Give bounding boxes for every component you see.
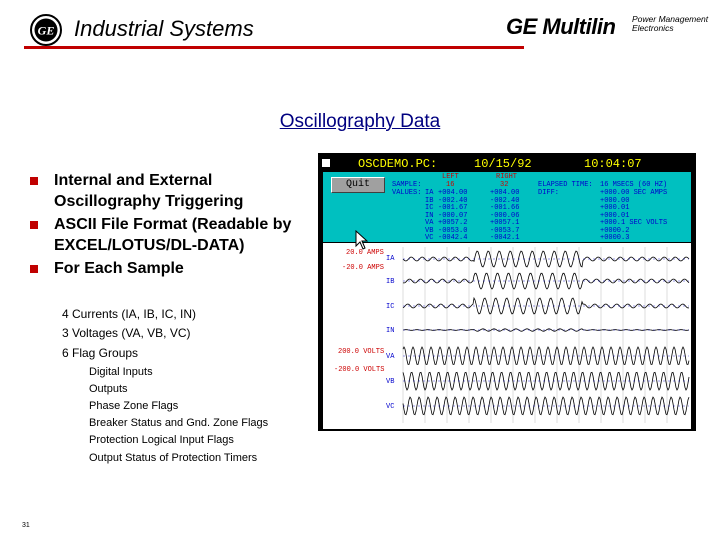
diff-value: +000.01 xyxy=(600,204,630,212)
bullet-text: Internal and External Oscillography Triggering xyxy=(54,172,244,210)
slide-title: Oscillography Data xyxy=(279,111,441,132)
right-value: -002.40 xyxy=(490,196,520,205)
left-value: -001.67 xyxy=(438,204,468,212)
diff-value: +0000.2 xyxy=(600,226,630,235)
flag-group-item: Output Status of Protection Timers xyxy=(89,452,258,464)
brand-subtitle xyxy=(632,15,708,33)
svg-text:GE: GE xyxy=(37,23,55,38)
right-cursor-header: RIGHT xyxy=(496,173,518,181)
channel-label-ic: IC xyxy=(386,303,395,311)
brand-name: GE Multilin xyxy=(506,14,616,39)
values-label: VALUES: xyxy=(392,189,422,197)
sub-item: 4 Currents (IA, IB, IC, IN) xyxy=(62,307,197,321)
diff-value: +000.01 xyxy=(600,211,630,220)
diff-value: +000.00 xyxy=(600,196,630,205)
right-value: +004.00 xyxy=(490,189,520,197)
brand-sub-line1: Power Management xyxy=(632,14,709,24)
left-value: -0053.0 xyxy=(438,226,468,235)
screen-date: 10/15/92 xyxy=(474,157,532,171)
waveform-vc xyxy=(403,397,689,415)
left-value: +0057.2 xyxy=(438,219,468,227)
channel-name: VA xyxy=(425,219,434,227)
bullet-square-icon xyxy=(30,265,38,273)
bullet-list xyxy=(26,170,316,281)
diff-value: +000.1 SEC VOLTS xyxy=(600,219,668,227)
channel-label-in: IN xyxy=(386,327,395,335)
channel-label-vc: VC xyxy=(386,403,395,411)
left-value: -000.07 xyxy=(438,211,468,220)
channel-label-ia: IA xyxy=(386,255,395,263)
screen-title-bar xyxy=(322,157,692,171)
waveform-ic xyxy=(403,298,689,314)
waveform-vb xyxy=(403,372,689,390)
bullet-item xyxy=(26,170,316,212)
right-sample-value: 32 xyxy=(500,181,509,189)
waveform-in xyxy=(403,329,689,331)
quit-button[interactable] xyxy=(331,177,385,193)
amps-min-label: -20.0 AMPS xyxy=(342,264,385,272)
screen-time: 10:04:07 xyxy=(584,157,642,171)
channel-name: VC xyxy=(425,234,434,242)
channel-name: IC xyxy=(425,204,434,212)
amps-max-label: 20.0 AMPS xyxy=(346,249,384,257)
elapsed-label: ELAPSED TIME: xyxy=(538,181,593,189)
volts-max-label: 200.0 VOLTS xyxy=(338,348,385,356)
left-sample-value: 16 xyxy=(446,181,455,189)
header-title: Industrial Systems xyxy=(74,16,254,41)
diff-value: +0000.3 xyxy=(600,234,630,242)
window-menu-icon[interactable] xyxy=(322,159,330,167)
bullet-square-icon xyxy=(30,177,38,185)
flag-group-item: Protection Logical Input Flags xyxy=(89,434,234,446)
bullet-text: For Each Sample xyxy=(54,260,184,277)
flag-group-item: Phase Zone Flags xyxy=(89,400,179,412)
flag-group-item: Digital Inputs xyxy=(89,366,153,378)
brand-sub-line2: Electronics xyxy=(632,23,674,33)
diff-label: DIFF: xyxy=(538,189,560,197)
flag-group-item: Outputs xyxy=(89,383,128,395)
channel-label-vb: VB xyxy=(386,378,395,386)
bullet-square-icon xyxy=(30,221,38,229)
right-value: +0057.1 xyxy=(490,219,520,227)
channel-name: IA xyxy=(425,189,434,197)
waveform-va xyxy=(403,347,689,365)
bullet-text: ASCII File Format (Readable by EXCEL/LOTUS/DL-DATA) xyxy=(54,216,292,254)
mouse-cursor-icon xyxy=(355,230,369,250)
diff-value: +000.00 SEC AMPS xyxy=(600,189,668,197)
sample-label: SAMPLE: xyxy=(392,181,422,189)
left-value: -002.40 xyxy=(438,196,468,205)
ge-logo-icon xyxy=(30,14,62,46)
bullet-item xyxy=(26,214,316,256)
channel-name: IN xyxy=(425,211,434,220)
quit-label: Quit xyxy=(345,179,370,190)
channel-name: VB xyxy=(425,226,434,235)
right-value: -000.06 xyxy=(490,211,520,220)
waveform-ia xyxy=(403,251,689,267)
channel-name: IB xyxy=(425,196,434,205)
page-number: 31 xyxy=(22,522,30,529)
left-value: -0042.4 xyxy=(438,234,468,242)
left-cursor-header: LEFT xyxy=(442,173,459,181)
sub-item: 3 Voltages (VA, VB, VC) xyxy=(62,326,191,340)
right-value: -0042.1 xyxy=(490,234,520,242)
channel-label-ib: IB xyxy=(386,278,395,286)
waveform-ib xyxy=(403,273,689,289)
bullet-item xyxy=(26,258,316,279)
screen-filename: OSCDEMO.PC: xyxy=(358,157,438,171)
header-rule xyxy=(24,46,524,49)
volts-min-label: -200.0 VOLTS xyxy=(334,366,385,374)
left-value: +004.00 xyxy=(438,189,468,197)
channel-label-va: VA xyxy=(386,353,395,361)
sub-item: 6 Flag Groups xyxy=(62,346,139,360)
elapsed-value: 16 MSECS (60 HZ) xyxy=(600,181,668,189)
right-value: -001.66 xyxy=(490,204,520,212)
flag-group-item: Breaker Status and Gnd. Zone Flags xyxy=(89,417,269,429)
right-value: -0053.7 xyxy=(490,226,520,235)
